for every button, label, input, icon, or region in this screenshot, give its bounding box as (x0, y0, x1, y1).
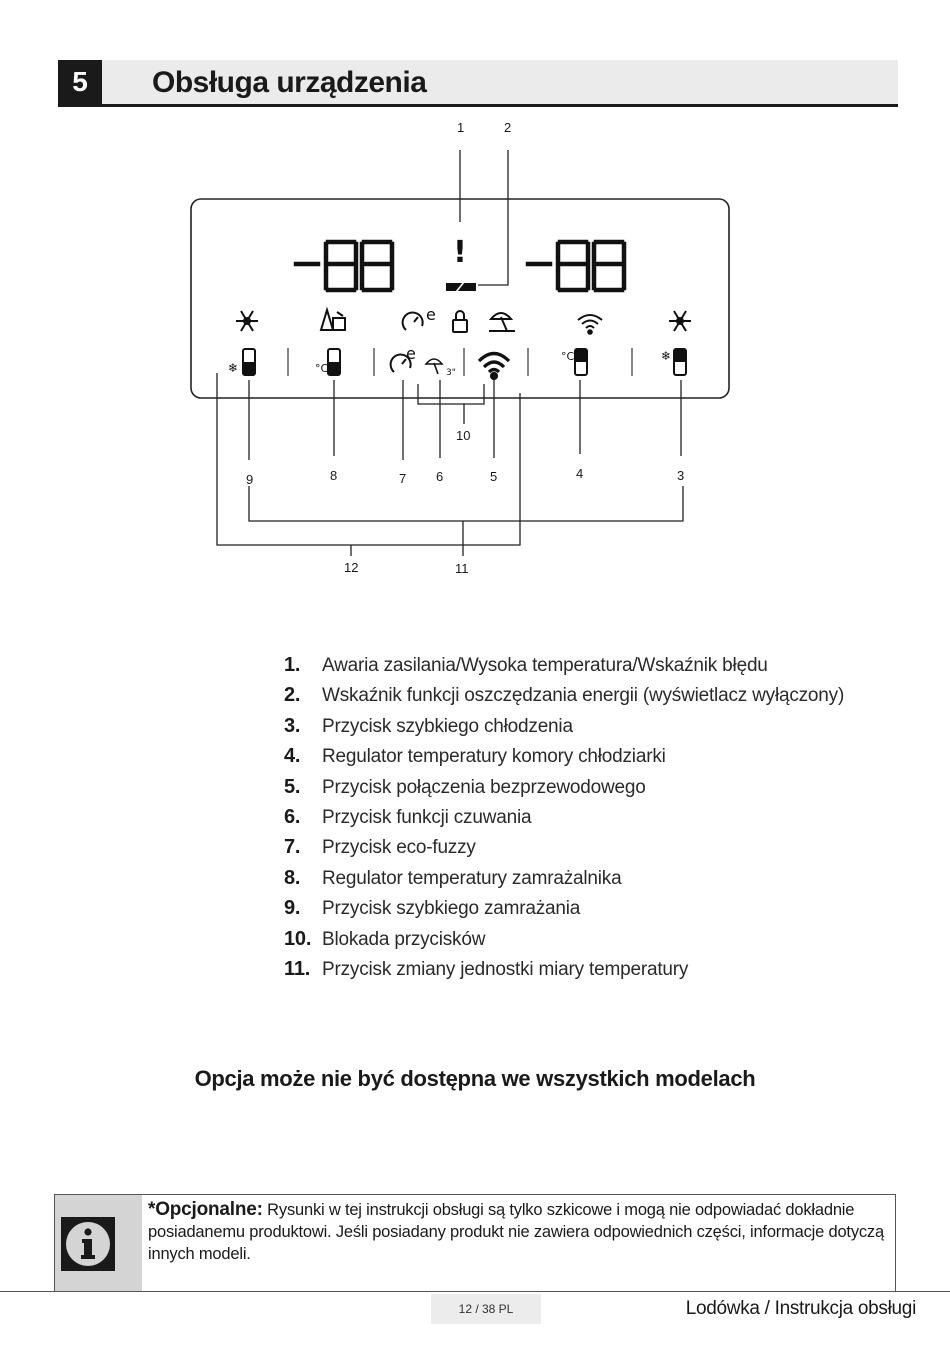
callout-1: 1 (457, 120, 465, 135)
quick-freeze-icon (228, 349, 255, 375)
svg-text:e: e (426, 305, 436, 324)
callout-6: 6 (436, 469, 444, 484)
section-header (58, 60, 898, 107)
svg-text:°C: °C (561, 350, 575, 363)
control-panel-drawing (0, 110, 950, 590)
eco-fuzzy-icon (403, 313, 423, 330)
legend-list (284, 650, 844, 984)
info-icon (61, 1217, 115, 1271)
list-item: 7. Przycisk eco-fuzzy (284, 836, 476, 859)
snowflake-icon (236, 311, 258, 331)
document-title: Lodówka / Instrukcja obsługi (685, 1298, 916, 1319)
quick-cool-icon (661, 349, 686, 375)
standby-icon (426, 359, 442, 374)
vacation-icon (489, 313, 515, 331)
section-number: 5 (58, 60, 102, 104)
info-icon-column (55, 1195, 142, 1291)
list-item: 5. Przycisk połączenia bezprzewodowego (284, 775, 646, 798)
list-item: 11. Przycisk zmiany jednostki miary temperatury (284, 957, 689, 980)
svg-text:°C: °C (315, 362, 329, 375)
list-item: 10. Blokada przycisków (284, 927, 486, 950)
svg-text:❄: ❄ (661, 349, 672, 363)
svg-text:❄: ❄ (228, 361, 239, 375)
callout-5: 5 (490, 469, 498, 484)
list-item: 3. Przycisk szybkiego chłodzenia (284, 714, 573, 737)
info-box (54, 1194, 896, 1291)
wifi-icon (578, 315, 602, 334)
info-text (148, 1199, 892, 1265)
energy-saving-indicator (446, 283, 476, 291)
alert-indicator: ! (453, 235, 467, 270)
left-temperature-display (296, 242, 392, 290)
snowflake-icon (669, 311, 691, 331)
freezer-temp-icon (315, 349, 340, 375)
footer-divider (0, 1291, 950, 1292)
callout-7: 7 (399, 471, 407, 486)
option-note: Opcja może nie być dostępna we wszystkich modelach (194, 1066, 756, 1091)
list-item: 9. Przycisk szybkiego zamrażania (284, 897, 581, 920)
callout-3: 3 (677, 468, 685, 483)
holiday-icon (321, 310, 345, 330)
right-temperature-display (528, 242, 624, 290)
list-item: 4. Regulator temperatury komory chłodziarki (284, 745, 666, 768)
list-item: 1. Awaria zasilania/Wysoka temperatura/Wskaźnik błędu (284, 654, 768, 676)
callout-11: 11 (455, 561, 469, 576)
fridge-temp-icon (561, 349, 587, 375)
info-label: *Opcjonalne: (148, 1199, 263, 1220)
leader-lines (217, 150, 683, 556)
list-item: 8. Regulator temperatury zamrażalnika (284, 866, 622, 889)
panel-outline (191, 199, 729, 398)
lock-icon (453, 311, 467, 332)
list-item: 6. Przycisk funkcji czuwania (284, 805, 532, 828)
eco-e-label: e (406, 344, 416, 363)
callout-10: 10 (456, 428, 471, 443)
section-title: Obsługa urządzenia (152, 66, 427, 99)
callout-4: 4 (576, 466, 584, 481)
list-item: 2. Wskaźnik funkcji oszczędzania energii (wyświetlacz wyłączony) (284, 684, 845, 707)
callout-9: 9 (246, 472, 254, 487)
callout-12: 12 (344, 560, 359, 575)
standby-label: 3" (446, 368, 456, 378)
info-body: Rysunki w tej instrukcji obsługi są tylko szkicowe i mogą nie odpowiadać dokładnie posiadanemu produktowi. Jeśli posiadany produkt nie zawiera odpowiednich części, informacje dotyczą innych modeli. (148, 1201, 884, 1263)
callout-8: 8 (330, 468, 338, 483)
callout-2: 2 (504, 120, 512, 135)
control-panel-diagram (0, 110, 950, 590)
wifi-icon (479, 354, 509, 379)
page-number: 12 / 38 PL (431, 1294, 541, 1324)
